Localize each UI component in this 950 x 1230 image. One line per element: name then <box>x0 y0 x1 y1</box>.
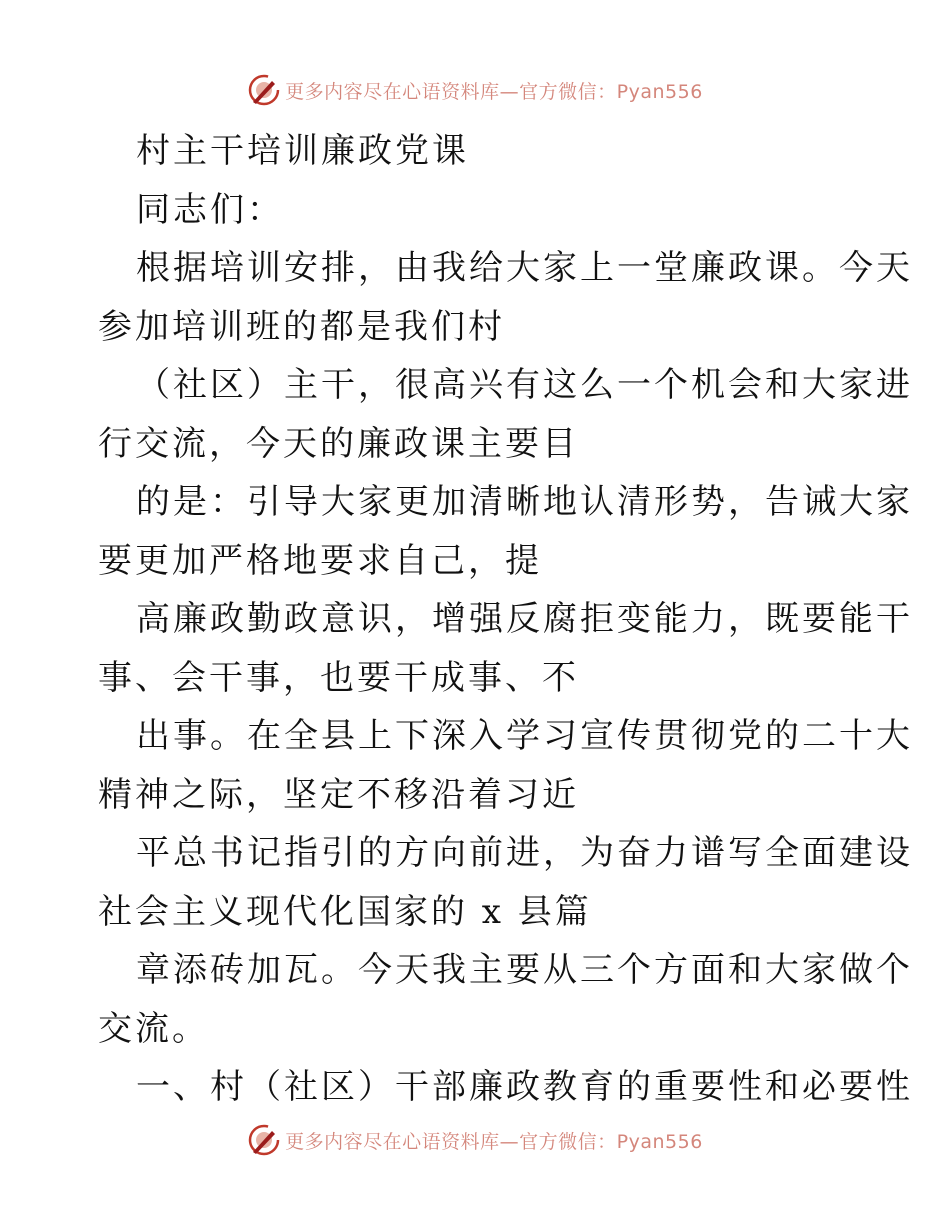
footer-watermark <box>0 1120 950 1160</box>
document-title: 村主干培训廉政党课 <box>136 131 469 171</box>
text-line: 事、会干事，也要干成事、不 <box>98 657 579 698</box>
watermark-text: 更多内容尽在心语资料库—官方微信：Pyan556 <box>285 80 703 103</box>
text-line: 出事。在全县上下深入学习宣传贯彻党的二十大 <box>136 716 913 756</box>
text-line: 交流。 <box>98 1008 209 1049</box>
document-body <box>98 122 913 1117</box>
text-line: 章添砖加瓦。今天我主要从三个方面和大家做个 <box>136 950 913 990</box>
text-line: 精神之际，坚定不移沿着习近 <box>98 774 579 815</box>
watermark-text: 更多内容尽在心语资料库—官方微信：Pyan556 <box>285 1130 703 1153</box>
text-line: 的是：引导大家更加清晰地认清形势，告诫大家 <box>136 482 913 522</box>
quill-logo-icon <box>247 73 281 107</box>
text-line: （社区）主干，很高兴有这么一个机会和大家进 <box>136 365 913 405</box>
text-line: 同志们： <box>136 189 284 230</box>
text-line: 要更加严格地要求自己，提 <box>98 540 542 581</box>
text-line: 一、村（社区）干部廉政教育的重要性和必要性 <box>136 1067 913 1107</box>
text-line: 社会主义现代化国家的 x 县篇 <box>98 891 592 932</box>
text-line: 平总书记指引的方向前进，为奋力谱写全面建设 <box>136 833 913 873</box>
header-watermark <box>0 70 950 110</box>
text-line: 参加培训班的都是我们村 <box>98 306 505 347</box>
quill-logo-icon <box>247 1123 281 1157</box>
text-line: 行交流，今天的廉政课主要目 <box>98 423 579 464</box>
text-line: 根据培训安排，由我给大家上一堂廉政课。今天 <box>136 248 913 288</box>
text-line: 高廉政勤政意识，增强反腐拒变能力，既要能干 <box>136 599 913 639</box>
